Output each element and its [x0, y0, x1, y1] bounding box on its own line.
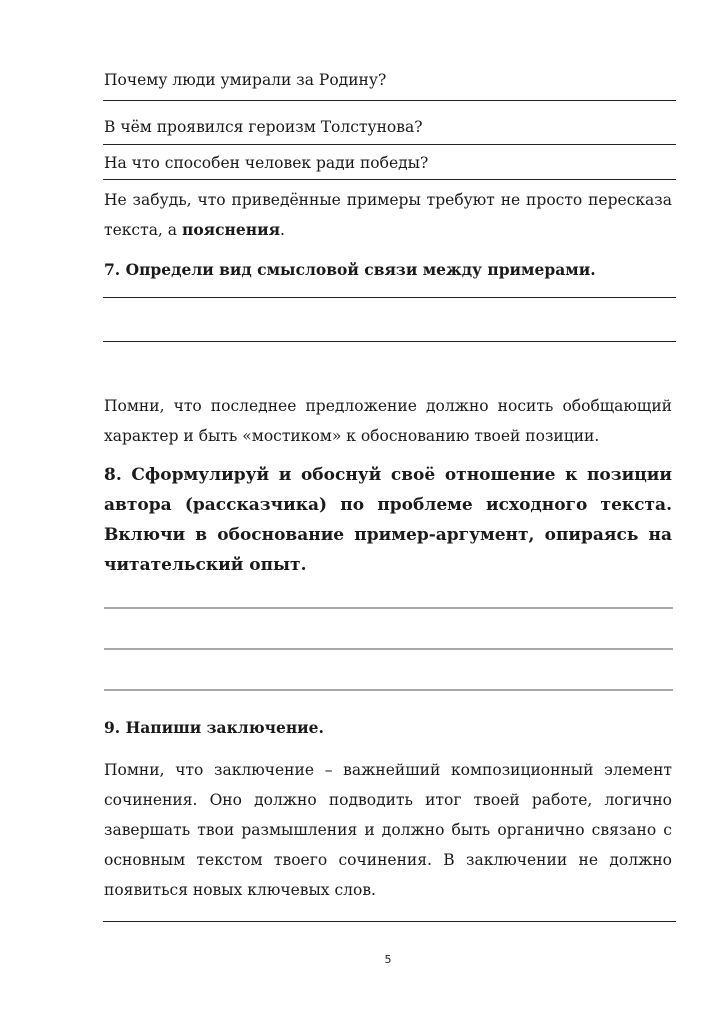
page-number: 5 — [384, 953, 392, 966]
bridge-note: Помни, что последнее предложение должно носить обобщающий характер и быть «мостиком» к обоснованию твоей позиции. — [104, 397, 672, 445]
divider-line — [103, 179, 676, 180]
task-9-heading: 9. Напиши заключение. — [104, 718, 324, 737]
answer-line — [103, 921, 676, 922]
answer-line — [103, 341, 676, 342]
question-3: На что способен человек ради победы? — [104, 154, 429, 172]
question-2: В чём проявился героизм Толстунова? — [104, 118, 423, 136]
answer-line — [104, 607, 673, 609]
divider-line — [103, 144, 676, 145]
task-7-heading: 7. Определи вид смысловой связи между примерами. — [104, 260, 596, 279]
answer-line — [104, 648, 673, 650]
task-8-heading: 8. Сформулируй и обоснуй своё отношение к позиции автора (рассказчика) по проблеме исходного текста. Включи в обоснование пример-аргумент, опираясь на читательский опыт. — [104, 465, 672, 575]
answer-line — [103, 297, 676, 298]
explanation-note: Не забудь, что приведённые примеры требуют не просто пересказа текста, а пояснения. — [104, 191, 672, 239]
answer-line — [103, 100, 676, 101]
emphasis-word: пояснения — [181, 220, 281, 239]
answer-line — [104, 689, 673, 691]
conclusion-note: Помни, что заключение – важнейший композиционный элемент сочинения. Оно должно подводить итог твоей работе, логично завершать твои размышления и должно быть органично связано с основным текстом твоего сочинения. В заключении не должно появиться новых ключевых слов. — [104, 761, 672, 899]
question-1: Почему люди умирали за Родину? — [104, 71, 387, 89]
